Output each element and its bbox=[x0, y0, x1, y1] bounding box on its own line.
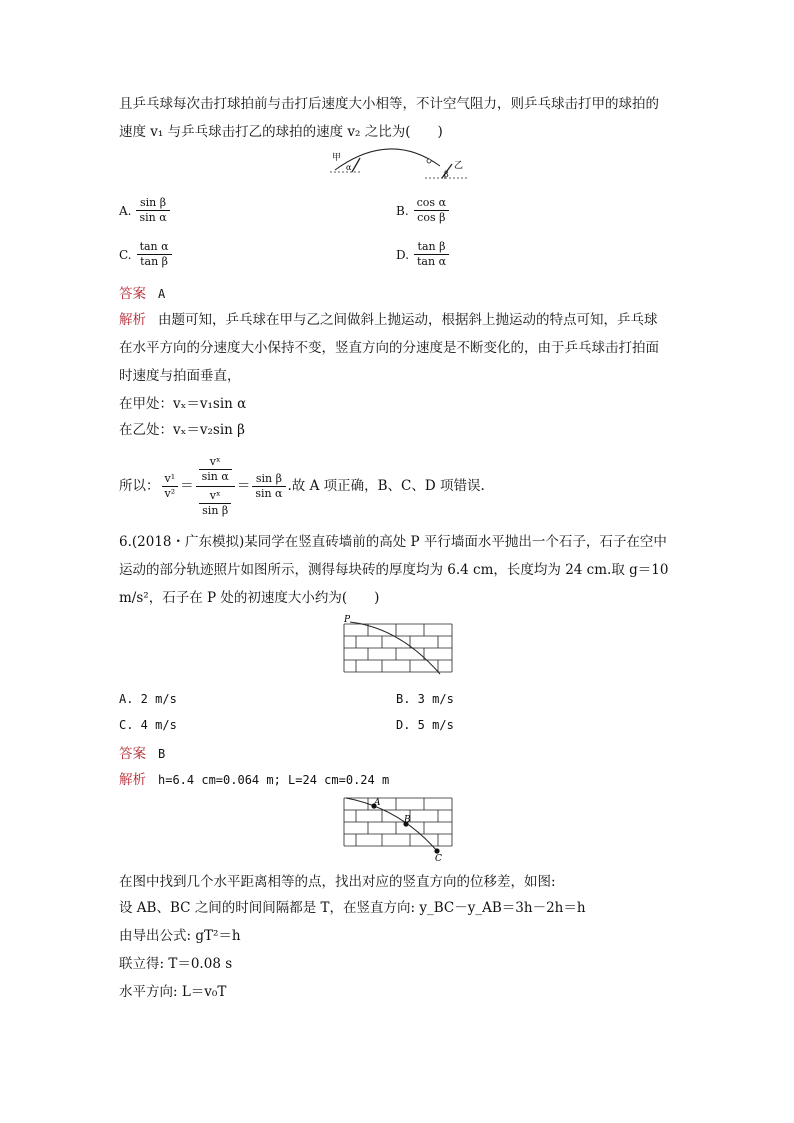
q6-answer-tag: 答案 bbox=[119, 746, 146, 762]
q5-option-d-label: D. bbox=[396, 247, 410, 262]
q5-analysis-text-1: 由题可知，乒乓球在甲与乙之间做斜上抛运动，根据斜上抛运动的特点可知，乒乓球 bbox=[158, 312, 658, 328]
q5-answer-value: A bbox=[158, 287, 166, 301]
q5-ratio-equation: 所以： $\frac{\text{v¹}}{\text{v²}}$ ＝ $\frac{\frac{\text{vˣ}}{\text{sin α}}}{\frac{\text{vˣ}}{\text{sin β}}}$ ＝ $\frac{\text{sin β}}{\text{sin α}}$ .故 A 项正确，B、C、D 项错误. bbox=[119, 454, 485, 517]
q6-fig-a-label: A bbox=[374, 798, 381, 808]
q6-answer-row bbox=[119, 744, 165, 764]
q5-text-line-2: 速度 v₁ 与乒乓球击打乙的球拍的速度 v₂ 之比为( ) bbox=[119, 124, 443, 140]
q5-fig-jia-label: 甲 bbox=[332, 153, 342, 163]
q6-option-c[interactable]: C. 4 m/s bbox=[119, 718, 177, 732]
q6-brick-wall-points-figure bbox=[340, 794, 456, 862]
q6-analysis-tag: 解析 bbox=[119, 772, 146, 788]
q5-option-a[interactable] bbox=[119, 196, 172, 225]
q6-text-line-2: 运动的部分轨迹照片如图所示，测得每块砖的厚度均为 6.4 cm，长度均为 24 cm.取 g＝10 bbox=[119, 562, 669, 578]
q5-ratio-fraction: $\frac{\text{v¹}}{\text{v²}}$ bbox=[162, 472, 179, 501]
q6-step-4: 联立得: T＝0.08 s bbox=[119, 956, 233, 972]
q6-step-5: 水平方向: L＝v₀T bbox=[119, 984, 227, 1000]
q5-answer-tag: 答案 bbox=[119, 286, 146, 302]
q6-brick-wall-figure bbox=[340, 614, 456, 678]
q5-option-b[interactable] bbox=[396, 196, 451, 225]
q6-option-b[interactable]: B. 3 m/s bbox=[396, 692, 454, 706]
q5-fig-beta-label: β bbox=[444, 170, 449, 179]
q6-analysis-line-1 bbox=[119, 770, 389, 790]
q6-text-line-1: 6.(2018・广东模拟)某同学在竖直砖墙前的高处 P 平行墙面水平抛出一个石子，石子在空中 bbox=[119, 534, 667, 550]
q5-at-yi: 在乙处：vₓ＝v₂sin β bbox=[119, 422, 245, 438]
q6-answer-value: B bbox=[158, 747, 166, 761]
q6-step-1: 在图中找到几个水平距离相等的点，找出对应的竖直方向的位移差，如图: bbox=[119, 874, 556, 890]
q6-fig-c-label: C bbox=[435, 854, 442, 862]
q5-compound-fraction: $\frac{\frac{\text{vˣ}}{\text{sin α}}}{\frac{\text{vˣ}}{\text{sin β}}}$ bbox=[196, 455, 235, 518]
q5-analysis-line-3: 时速度与拍面垂直， bbox=[119, 368, 241, 384]
q6-fig-p-label: P bbox=[344, 615, 351, 625]
q5-so-prefix: 所以： bbox=[119, 478, 160, 494]
q5-option-a-label: A. bbox=[119, 203, 132, 218]
q5-at-jia: 在甲处：vₓ＝v₁sin α bbox=[119, 396, 247, 412]
q6-option-a[interactable]: A. 2 m/s bbox=[119, 692, 177, 706]
q6-point-c bbox=[434, 848, 439, 853]
q6-fig-b-label: B bbox=[404, 815, 411, 825]
q5-option-c-fraction: $\frac{\text{tan α}}{\text{tan β}}$ bbox=[137, 240, 172, 269]
q6-step-3: 由导出公式: gT²＝h bbox=[119, 928, 241, 944]
q5-result-fraction: $\frac{\text{sin β}}{\text{sin α}}$ bbox=[252, 472, 285, 501]
q5-option-c[interactable] bbox=[119, 240, 174, 269]
q5-so-suffix: .故 A 项正确，B、C、D 项错误. bbox=[287, 478, 485, 494]
q5-option-d[interactable] bbox=[396, 240, 451, 269]
q5-option-b-label: B. bbox=[396, 203, 409, 218]
q5-text-line-1: 且乒乓球每次击打球拍前与击打后速度大小相等，不计空气阻力，则乒乓球击打甲的球拍的 bbox=[119, 96, 659, 112]
q5-option-d-fraction: $\frac{\text{tan β}}{\text{tan α}}$ bbox=[414, 240, 449, 269]
q5-trajectory-figure bbox=[330, 148, 470, 184]
q5-fig-yi-label: 乙 bbox=[454, 161, 464, 171]
q6-analysis-given: h=6.4 cm=0.064 m; L=24 cm=0.24 m bbox=[158, 773, 390, 787]
q5-option-c-label: C. bbox=[119, 247, 132, 262]
q5-option-a-fraction: $\frac{\text{sin β}}{\text{sin α}}$ bbox=[136, 196, 169, 225]
q6-step-2: 设 AB、BC 之间的时间间隔都是 T，在竖直方向: y_BC－y_AB＝3h－2h＝h bbox=[119, 900, 586, 916]
q5-analysis-tag: 解析 bbox=[119, 312, 146, 328]
q5-analysis-line-2: 在水平方向的分速度大小保持不变，竖直方向的分速度是不断变化的，由于乒乓球击打拍面 bbox=[119, 340, 659, 356]
q6-text-line-3: m/s²，石子在 P 处的初速度大小约为( ) bbox=[119, 590, 380, 606]
q5-option-b-fraction: $\frac{\text{cos α}}{\text{cos β}}$ bbox=[414, 196, 449, 225]
q6-option-d[interactable]: D. 5 m/s bbox=[396, 718, 454, 732]
q5-answer-row bbox=[119, 284, 165, 304]
q5-analysis-line-1 bbox=[119, 310, 658, 330]
q5-fig-alpha-label: α bbox=[346, 163, 352, 172]
